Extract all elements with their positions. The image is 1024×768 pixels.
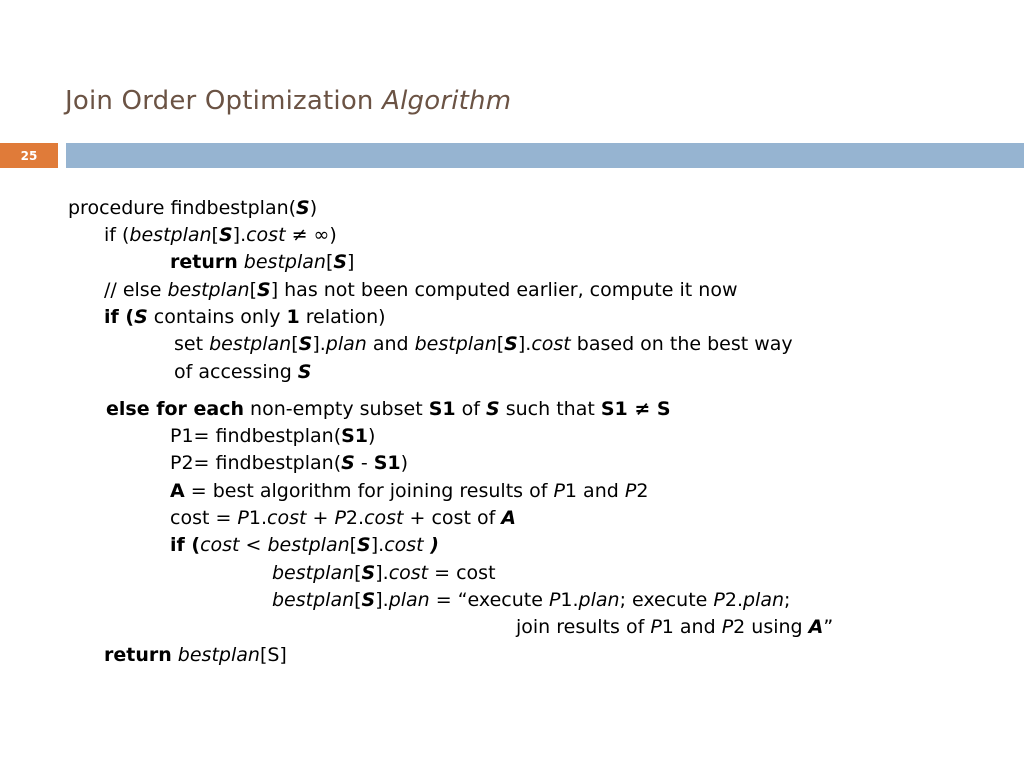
title-main: Join Order Optimization xyxy=(65,86,374,116)
code-line-11: A = best algorithm for joining results of P1 and P2 xyxy=(170,480,649,502)
code-line-17: return bestplan[S] xyxy=(104,644,287,666)
code-line-12: cost = P1.cost + P2.cost + cost of A xyxy=(170,507,517,529)
title-italic: Algorithm xyxy=(382,86,512,116)
code-line-5: if (S contains only 1 relation) xyxy=(104,306,386,328)
code-line-6: set bestplan[S].plan and bestplan[S].cost based on the best way xyxy=(174,333,793,355)
code-line-9: P1= findbestplan(S1) xyxy=(170,425,376,447)
code-line-15: bestplan[S].plan = “execute P1.plan; execute P2.plan; xyxy=(272,589,791,611)
slide-title xyxy=(65,86,511,116)
slide-number: 25 xyxy=(0,143,58,168)
code-line-3: return bestplan[S] xyxy=(170,251,355,273)
header-bar xyxy=(66,143,1024,168)
code-line-10: P2= findbestplan(S - S1) xyxy=(170,452,409,474)
code-line-16: join results of P1 and P2 using A” xyxy=(516,616,834,638)
code-line-7: of accessing S xyxy=(174,361,312,383)
code-line-13: if (cost < bestplan[S].cost ) xyxy=(170,534,439,556)
code-line-8: else for each non-empty subset S1 of S such that S1 ≠ S xyxy=(106,398,671,420)
code-line-1: procedure findbestplan(S) xyxy=(68,197,318,219)
code-line-4: // else bestplan[S] has not been computed earlier, compute it now xyxy=(104,279,738,301)
code-line-2: if (bestplan[S].cost ≠ ∞) xyxy=(104,224,337,246)
code-line-14: bestplan[S].cost = cost xyxy=(272,562,496,584)
